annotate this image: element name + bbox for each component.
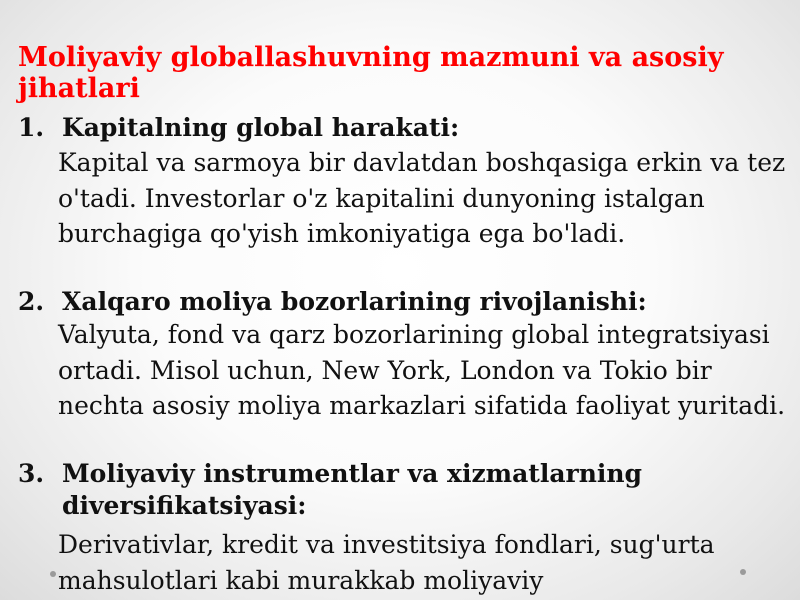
item-body: Derivativlar, kredit va investitsiya fondlari, sug'urta mahsulotlari kabi murakkab moliyaviy <box>58 530 715 595</box>
decorative-dot-icon <box>50 571 56 577</box>
item-heading: Moliyaviy instrumentlar va xizmatlarning diversifikatsiyasi: <box>62 459 643 520</box>
item-body: Kapital va sarmoya bir davlatdan boshqasiga erkin va tez o'tadi. Investorlar o'z kapitalini dunyoning istalgan burchagiga qo'yish imkoniyatiga ega bo'ladi. <box>58 148 786 248</box>
decorative-dot-icon <box>740 569 746 575</box>
item-heading: Kapitalning global harakati: <box>62 113 460 142</box>
item-number: 3. <box>18 459 45 488</box>
item-heading: Xalqaro moliya bozorlarining rivojlanishi: <box>62 287 647 316</box>
item-number: 1. <box>18 113 45 142</box>
item-body: Valyuta, fond va qarz bozorlarining global integratsiyasi ortadi. Misol uchun, New York, London va Tokio bir nechta asosiy moliya markazlari sifatida faoliyat yuritadi. <box>58 320 786 420</box>
item-number: 2. <box>18 287 45 316</box>
slide-title: Moliyaviy globallashuvning mazmuni va asosiy jihatlari <box>18 42 724 104</box>
